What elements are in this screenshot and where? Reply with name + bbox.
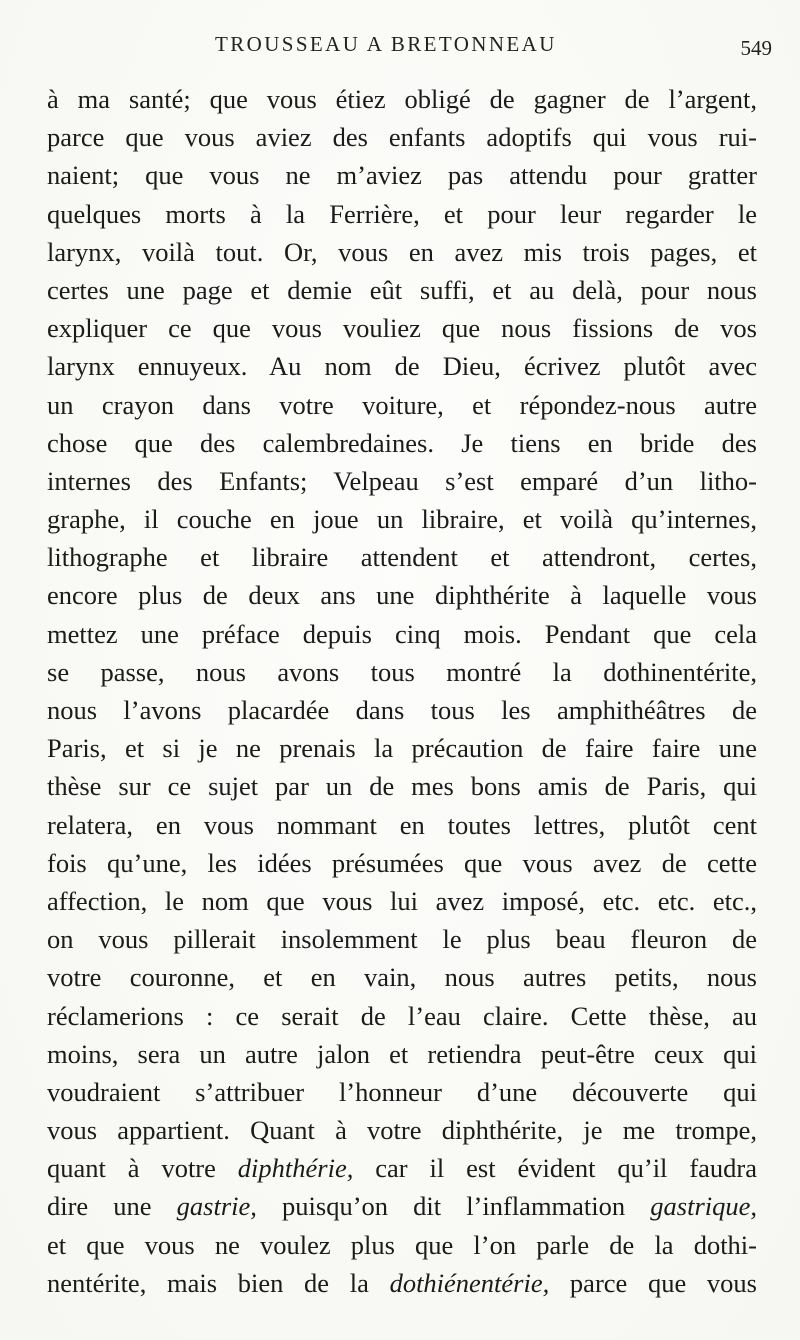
text-line [47,767,757,805]
text-segment: puisqu’on dit l’inflammation [256,1191,651,1222]
text-line [47,1149,757,1187]
text-segment: chose que des calembredaines. Je tiens en bride des [47,427,757,458]
text-segment: moins, sera un autre jalon et retiendra peut-être ceux qui [47,1038,757,1069]
text-segment: thèse sur ce sujet par un de mes bons amis de Paris, qui [47,771,757,802]
text-segment: lithographe et libraire attendent et attendront, certes, [47,542,757,573]
text-segment: on vous pillerait insolemment le plus beau fleuron de [47,924,757,955]
text-segment: un crayon dans votre voiture, et répondez-nous autre [47,389,757,420]
text-segment: parce que vous aviez des enfants adoptifs qui vous rui- [47,122,757,153]
text-line [47,538,757,576]
text-line [47,691,757,729]
text-segment: car il est évident qu’il faudra [353,1153,757,1184]
text-line [47,309,757,347]
text-segment: naient; que vous ne m’aviez pas attendu pour gratter [47,160,757,191]
italic-text: gastrie, [176,1191,257,1222]
italic-text: gastrique, [650,1191,758,1222]
text-line [47,997,757,1035]
body-text [47,80,757,1302]
running-title: TROUSSEAU A BRETONNEAU [215,32,557,56]
text-segment: se passe, nous avons tous montré la dothinentérite, [47,656,757,687]
text-line [47,920,757,958]
text-line [47,118,757,156]
text-line [47,1187,757,1225]
text-line [47,80,757,118]
text-segment: relatera, en vous nommant en toutes lettres, plutôt cent [47,809,757,840]
text-segment: nentérite, mais bien de la [47,1267,390,1298]
text-line [47,1111,757,1149]
text-segment: quant à votre [47,1153,238,1184]
text-line [47,615,757,653]
text-segment: réclamerions : ce serait de l’eau claire. Cette thèse, au [47,1000,757,1031]
text-segment: dire une [47,1191,177,1222]
text-line [47,653,757,691]
text-segment: Paris, et si je ne prenais la précaution de faire faire une [47,733,757,764]
text-segment: parce que vous [549,1267,757,1298]
text-line [47,424,757,462]
text-line [47,271,757,309]
text-line [47,844,757,882]
text-line [47,1226,757,1264]
text-segment: internes des Enfants; Velpeau s’est emparé d’un litho- [47,465,757,496]
text-segment: vous appartient. Quant à votre diphthérite, je me trompe, [47,1115,757,1146]
text-line [47,729,757,767]
text-line [47,233,757,271]
text-segment: larynx, voilà tout. Or, vous en avez mis trois pages, et [47,236,757,267]
text-line [47,462,757,500]
text-segment: certes une page et demie eût suffi, et au delà, pour nous [47,274,757,305]
text-line [47,958,757,996]
text-line [47,156,757,194]
text-segment: affection, le nom que vous lui avez imposé, etc. etc. etc., [47,885,757,916]
text-line [47,806,757,844]
text-segment: et que vous ne voulez plus que l’on parle de la dothi- [47,1229,757,1260]
text-segment: nous l’avons placardée dans tous les amphithéâtres de [47,695,757,725]
text-segment: graphe, il couche en joue un libraire, et voilà qu’internes, [47,504,757,535]
text-line [47,500,757,538]
text-line [47,195,757,233]
text-segment: voudraient s’attribuer l’honneur d’une découverte qui [47,1076,757,1107]
text-line [47,1264,757,1302]
text-line [47,882,757,920]
text-line [47,576,757,614]
page-number: 549 [740,36,772,60]
text-line [47,347,757,385]
running-head [0,30,800,60]
text-segment: fois qu’une, les idées présumées que vous avez de cette [47,847,757,878]
text-line [47,386,757,424]
italic-text: diphthérie, [237,1153,354,1184]
text-segment: encore plus de deux ans une diphthérite à laquelle vous [47,580,757,611]
text-segment: votre couronne, et en vain, nous autres petits, nous [47,962,757,993]
italic-text: dothiénentérie, [389,1267,550,1298]
text-segment: larynx ennuyeux. Au nom de Dieu, écrivez plutôt avec [47,351,757,382]
text-segment: quelques morts à la Ferrière, et pour leur regarder le [47,198,757,229]
text-line [47,1073,757,1111]
text-segment: mettez une préface depuis cinq mois. Pendant que cela [47,618,757,649]
text-segment: expliquer ce que vous vouliez que nous fissions de vos [47,313,757,344]
text-segment: à ma santé; que vous étiez obligé de gagner de l’argent, [47,84,757,114]
text-line [47,1035,757,1073]
